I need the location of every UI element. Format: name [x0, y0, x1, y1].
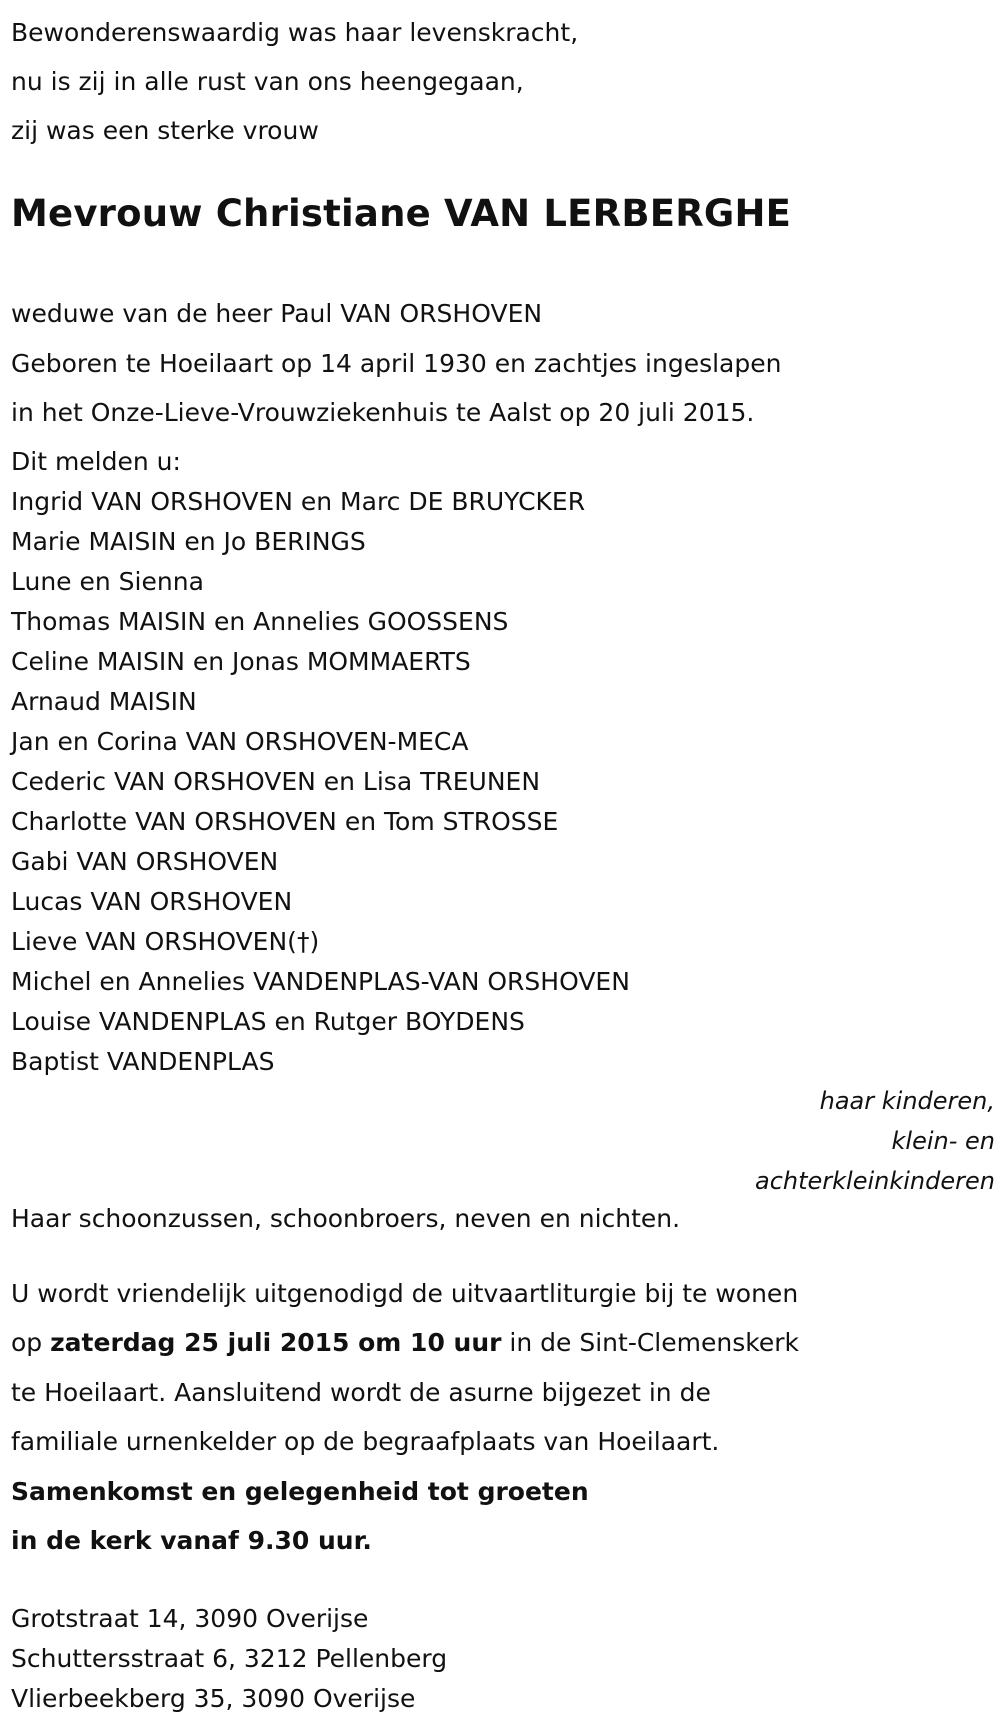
biography [11, 289, 995, 438]
announcer-line: Lieve VAN ORSHOVEN(†) [11, 926, 320, 956]
announcer-line: Jan en Corina VAN ORSHOVEN-MECA [11, 726, 469, 756]
address-line: Vlierbeekberg 35, 3090 Overijse [11, 1683, 416, 1713]
verse-line: Bewonderenswaardig was haar levenskracht, [11, 18, 579, 47]
invitation-line [11, 1318, 995, 1368]
announcer-line: Thomas MAISIN en Annelies GOOSSENS [11, 606, 509, 636]
announcer-line: Cederic VAN ORSHOVEN en Lisa TREUNEN [11, 766, 541, 796]
invitation-line: te Hoeilaart. Aansluitend wordt de asurne bijgezet in de [11, 1377, 711, 1407]
announcers-list [11, 442, 995, 1082]
announcer-line: Gabi VAN ORSHOVEN [11, 846, 279, 876]
invitation-line: U wordt vriendelijk uitgenodigd de uitvaartliturgie bij te wonen [11, 1278, 799, 1308]
invitation-line: familiale urnenkelder op de begraafplaats van Hoeilaart. [11, 1427, 720, 1456]
intro-verse [11, 0, 995, 155]
announcer-line: Baptist VANDENPLAS [11, 1046, 275, 1076]
verse-line: zij was een sterke vrouw [11, 116, 319, 145]
address-line: Schuttersstraat 6, 3212 Pellenberg [11, 1643, 448, 1673]
relatives-text: Haar schoonzussen, schoonbroers, neven en nichten. [11, 1203, 681, 1233]
relatives-line [11, 1199, 995, 1239]
invitation-location: in de Sint-Clemenskerk [501, 1328, 799, 1357]
verse-line: nu is zij in alle rust van ons heengegaan, [11, 67, 524, 96]
announcer-line: Charlotte VAN ORSHOVEN en Tom STROSSE [11, 806, 559, 836]
announcer-line: Celine MAISIN en Jonas MOMMAERTS [11, 646, 471, 676]
signoff-line: achterkleinkinderen [755, 1166, 995, 1195]
bio-line: Geboren te Hoeilaart op 14 april 1930 en zachtjes ingeslapen [11, 348, 782, 378]
gathering-line: in de kerk vanaf 9.30 uur. [11, 1526, 372, 1555]
signoff-line: klein- en [891, 1126, 995, 1155]
address-line: Grotstraat 14, 3090 Overijse [11, 1603, 369, 1633]
invitation-prefix: op [11, 1328, 51, 1357]
announcer-line: Lucas VAN ORSHOVEN [11, 886, 293, 916]
family-signoff [11, 1081, 995, 1201]
signoff-line: haar kinderen, [819, 1086, 995, 1115]
obituary-notice [11, 0, 995, 1719]
correspondence-addresses [11, 1599, 995, 1719]
announce-heading: Dit melden u: [11, 446, 181, 476]
announcer-line: Michel en Annelies VANDENPLAS-VAN ORSHOVEN [11, 966, 630, 996]
announcer-line: Arnaud MAISIN [11, 686, 197, 716]
bio-line: weduwe van de heer Paul VAN ORSHOVEN [11, 299, 543, 328]
announcer-line: Ingrid VAN ORSHOVEN en Marc DE BRUYCKER [11, 486, 586, 516]
gathering-line: Samenkomst en gelegenheid tot groeten [11, 1476, 589, 1506]
funeral-invitation [11, 1269, 995, 1566]
announcer-line: Marie MAISIN en Jo BERINGS [11, 526, 366, 556]
funeral-datetime: zaterdag 25 juli 2015 om 10 uur [50, 1328, 502, 1357]
announcer-line: Lune en Sienna [11, 566, 204, 596]
bio-line: in het Onze-Lieve-Vrouwziekenhuis te Aalst op 20 juli 2015. [11, 398, 755, 427]
announcer-line: Louise VANDENPLAS en Rutger BOYDENS [11, 1006, 525, 1036]
deceased-name: Mevrouw Christiane VAN LERBERGHE [11, 192, 792, 235]
